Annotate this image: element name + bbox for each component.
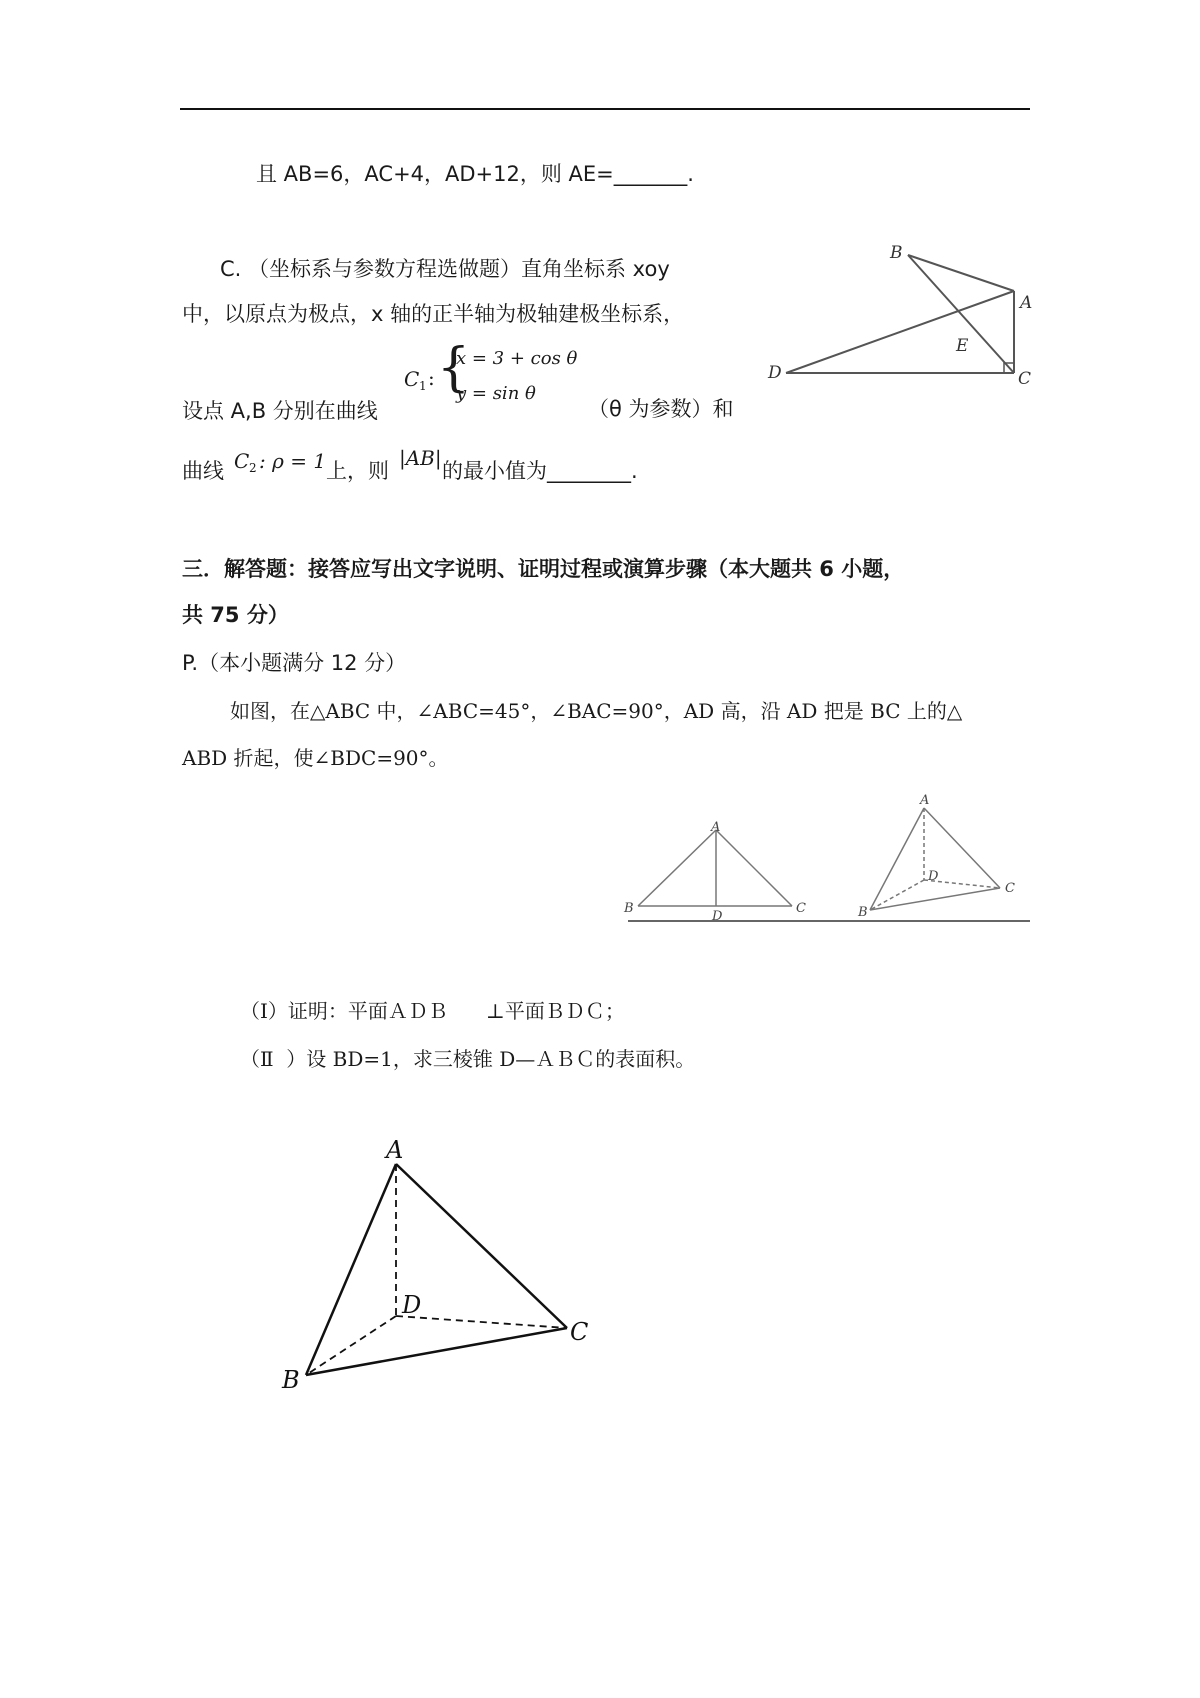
c2-subscript: 2 <box>249 461 257 475</box>
fig-folded-label-c: C <box>1005 881 1015 896</box>
fig-folded-label-b: B <box>858 905 868 920</box>
fig-c-label-a: A <box>1020 293 1033 313</box>
fig-large-label-b: B <box>282 1366 300 1394</box>
header-rule <box>180 108 1030 110</box>
abs-ab: |AB| <box>399 446 442 470</box>
c1-parametric-equation <box>401 338 581 425</box>
figure-c-triangle <box>760 238 1040 393</box>
fig-c-label-d: D <box>768 363 782 383</box>
problem-c-line4-prefix: 曲线 <box>182 459 224 483</box>
problem-p-part1: （Ⅰ）证明：平面ＡＤＢ ⊥平面ＢＤＣ； <box>240 999 625 1023</box>
problem-p-body-line2: ABD 折起，使∠BDC=90°。 <box>182 746 449 770</box>
problem-c-line4-suffix: 的最小值为________. <box>442 459 638 483</box>
c1-brace: { <box>437 338 471 398</box>
fig-c-label-e: E <box>956 336 969 356</box>
problem-p-body-line1: 如图，在△ABC 中，∠ABC=45°，∠BAC=90°，AD 高，沿 AD 把是 BC 上的△ <box>230 699 963 723</box>
section3-heading-line2: 共 75 分） <box>182 603 289 627</box>
param-note: （θ 为参数）和 <box>588 397 734 421</box>
problem-c-line1: C. （坐标系与参数方程选做题）直角坐标系 xoy <box>220 257 670 281</box>
problem-p-header: P.（本小题满分 12 分） <box>182 651 407 675</box>
fig-flat-label-c: C <box>796 901 806 916</box>
prev-problem-line: 且 AB=6，AC+4，AD+12，则 AE=_______. <box>256 162 694 186</box>
c1-label: C <box>404 367 420 391</box>
figure-p-large-tetrahedron <box>270 1130 610 1400</box>
fig-folded-label-d: D <box>928 869 939 884</box>
fig-flat-label-a: A <box>711 820 721 835</box>
c2-rho-eq: : ρ = 1 <box>259 449 327 473</box>
fig-large-label-a: A <box>386 1136 404 1164</box>
c1-eq2: y = sin θ <box>456 383 536 404</box>
fig-large-label-d: D <box>402 1291 422 1319</box>
problem-c-line4-mid: 上，则 <box>326 459 389 483</box>
c1-colon: : <box>428 366 435 390</box>
c1-subscript: 1 <box>419 379 427 393</box>
figure-p-small-pair <box>620 788 1030 928</box>
c1-eq1: x = 3 + cos θ <box>456 348 578 369</box>
c2-label: C <box>234 449 250 473</box>
problem-c-line2: 中，以原点为极点，x 轴的正半轴为极轴建极坐标系， <box>182 302 685 326</box>
fig-large-label-c: C <box>570 1318 589 1346</box>
fig-c-label-c: C <box>1018 369 1032 389</box>
fig-flat-label-d: D <box>712 909 723 924</box>
section3-heading-line1: 三．解答题：接答应写出文字说明、证明过程或演算步骤（本大题共 6 小题， <box>182 557 905 581</box>
fig-folded-label-a: A <box>920 793 930 808</box>
problem-p-part2: （Ⅱ ）设 BD=1，求三棱锥 D—ＡＢＣ的表面积。 <box>240 1047 696 1071</box>
fig-c-label-b: B <box>890 243 903 263</box>
fig-flat-label-b: B <box>624 901 634 916</box>
problem-c-line3: 设点 A,B 分别在曲线 <box>182 399 378 423</box>
